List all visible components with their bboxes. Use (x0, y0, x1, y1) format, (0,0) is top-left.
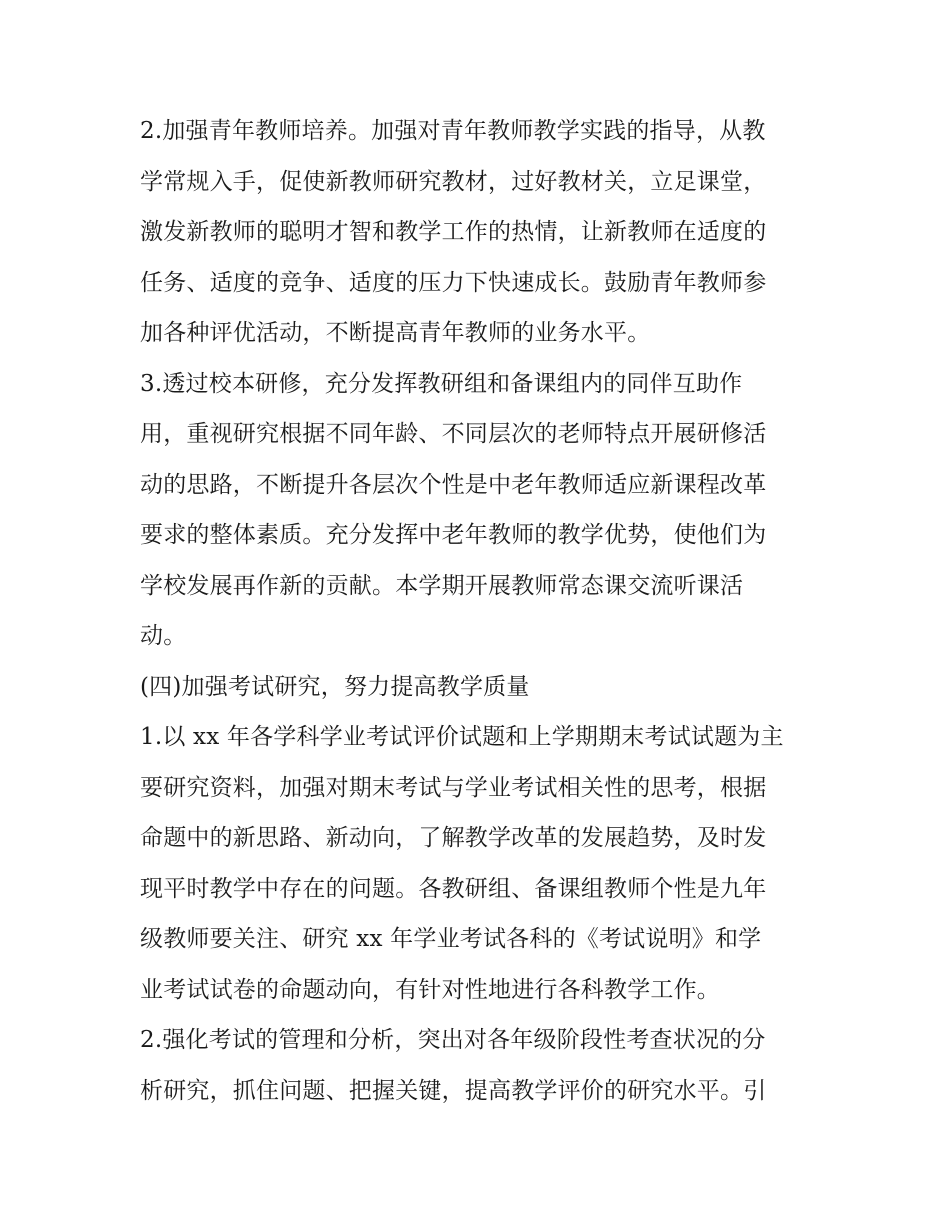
text-line: 激发新教师的聪明才智和教学工作的热情，让新教师在适度的 (140, 219, 767, 245)
text-line: 现平时教学中存在的问题。各教研组、备课组教师个性是九年 (140, 875, 767, 902)
text-line: 动。 (140, 623, 187, 649)
text-line: 学常规入手，促使新教师研究教材，过好教材关，立足课堂， (140, 168, 767, 195)
document-body (140, 106, 820, 1116)
text-line: 要研究资料，加强对期末考试与学业考试相关性的思考，根据 (140, 774, 767, 801)
text-line: 1.以 xx 年各学科学业考试评价试题和上学期期末考试试题为主 (140, 724, 784, 750)
text-line: 动的思路，不断提升各层次个性是中老年教师适应新课程改革 (140, 471, 767, 498)
text-line: 学校发展再作新的贡献。本学期开展教师常态课交流听课活 (140, 572, 744, 599)
text-line: 析研究，抓住问题、把握关键，提高教学评价的研究水平。引 (140, 1077, 767, 1104)
text-line: 用，重视研究根据不同年龄、不同层次的老师特点开展研修活 (140, 421, 767, 447)
text-line: 要求的整体素质。充分发挥中老年教师的教学优势，使他们为 (140, 522, 767, 548)
text-line: 任务、适度的竞争、适度的压力下快速成长。鼓励青年教师参 (140, 269, 767, 296)
text-line: 2.强化考试的管理和分析，突出对各年级阶段性考查状况的分 (140, 1027, 766, 1053)
section-heading: (四)加强考试研究，努力提高教学质量 (140, 673, 530, 700)
text-line: 3.透过校本研修，充分发挥教研组和备课组内的同伴互助作 (140, 370, 743, 397)
text-line: 命题中的新思路、新动向，了解教学改革的发展趋势，及时发 (140, 825, 767, 851)
text-line: 级教师要关注、研究 xx 年学业考试各科的《考试说明》和学 (140, 926, 762, 952)
text-line: 2.加强青年教师培养。加强对青年教师教学实践的指导，从教 (140, 118, 766, 144)
text-line: 业考试试卷的命题动向，有针对性地进行各科教学工作。 (140, 976, 720, 1003)
text-line: 加各种评优活动，不断提高青年教师的业务水平。 (140, 320, 651, 346)
